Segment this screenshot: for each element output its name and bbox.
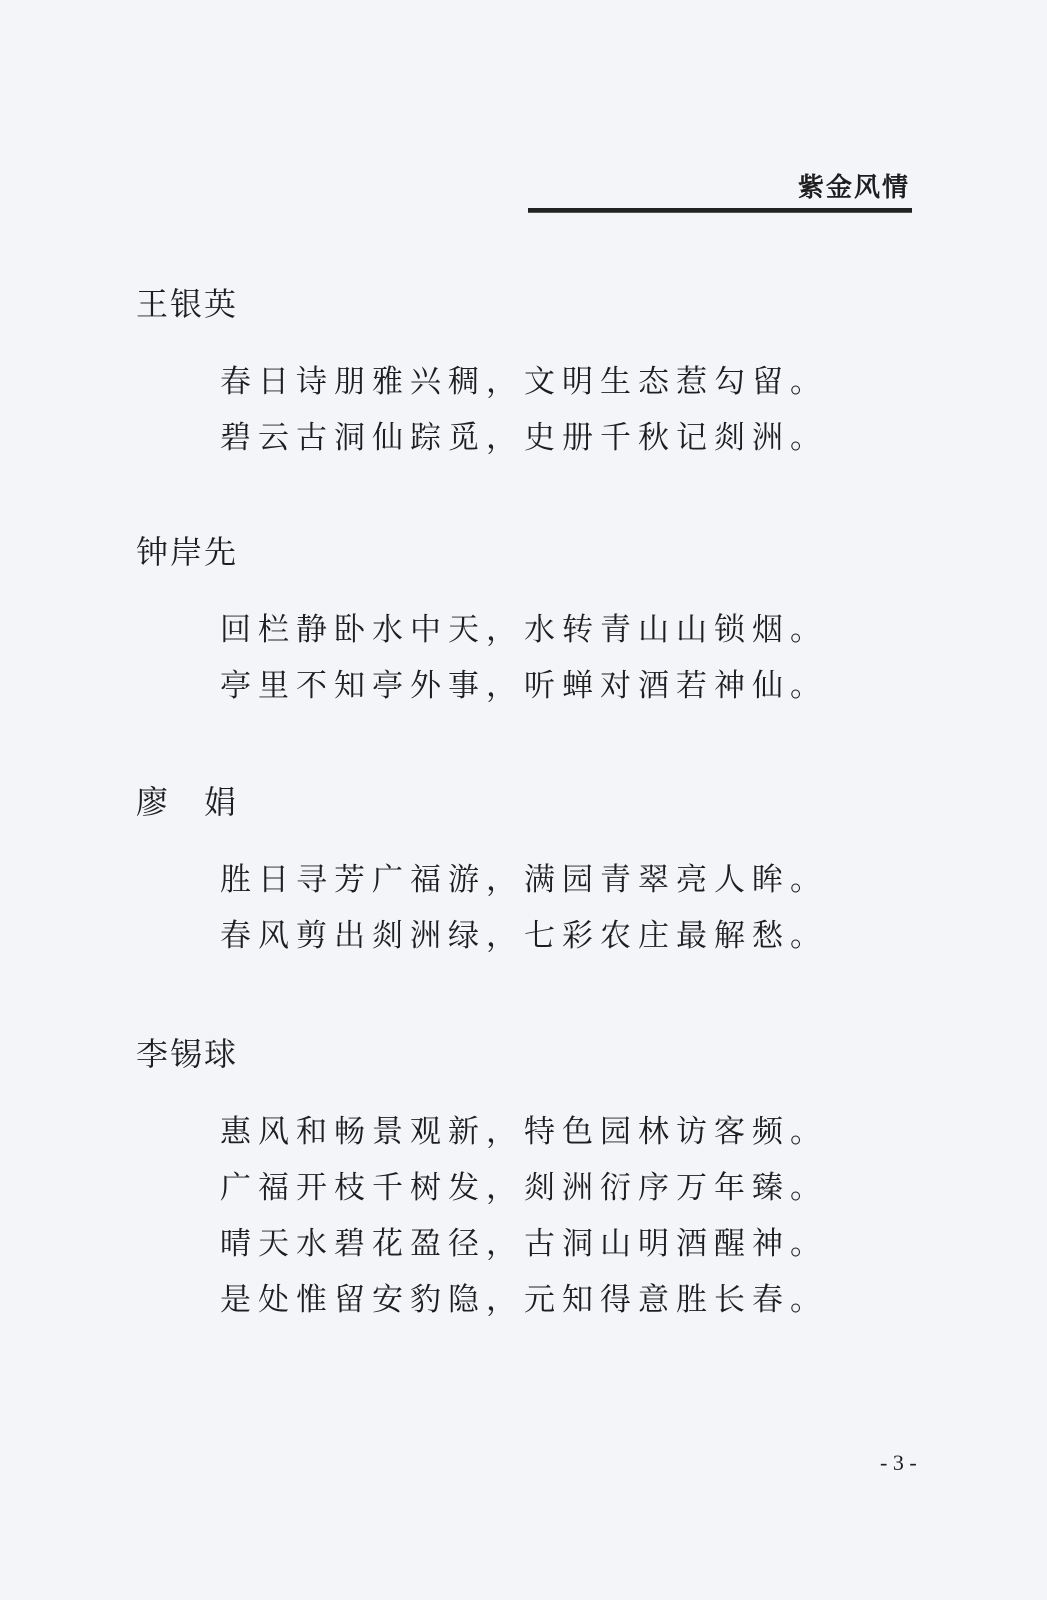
poem-line: 是处惟留安豹隐，元知得意胜长春。: [220, 1282, 828, 1318]
poem-author: 廖 娟: [136, 783, 239, 821]
poem-author: 李锡球: [136, 1035, 239, 1073]
poem-line: 碧云古洞仙踪觅，史册千秋记剡洲。: [220, 420, 828, 456]
poem-line: 亭里不知亭外事，听蝉对酒若神仙。: [220, 668, 828, 704]
header-rule: [528, 208, 912, 213]
poem-line: 晴天水碧花盈径，古洞山明酒醒神。: [220, 1226, 828, 1262]
poem-line: 回栏静卧水中天，水转青山山锁烟。: [220, 612, 828, 648]
page-number: - 3 -: [880, 1450, 917, 1475]
poem-lines: [220, 602, 828, 714]
poem-line: 广福开枝千树发，剡洲衍序万年臻。: [220, 1170, 828, 1206]
poem-line: 胜日寻芳广福游，满园青翠亮人眸。: [220, 862, 828, 898]
poem-author: 王银英: [136, 285, 239, 323]
section-title: 紫金风情: [797, 173, 910, 203]
poem-lines: [220, 852, 828, 964]
poem-lines: [220, 1104, 828, 1328]
poem-lines: [220, 354, 828, 466]
poem-author: 钟岸先: [136, 533, 239, 571]
poem-line: 春日诗朋雅兴稠，文明生态惹勾留。: [220, 364, 828, 400]
poem-line: 春风剪出剡洲绿，七彩农庄最解愁。: [220, 918, 828, 954]
poem-line: 惠风和畅景观新，特色园林访客频。: [220, 1114, 828, 1150]
